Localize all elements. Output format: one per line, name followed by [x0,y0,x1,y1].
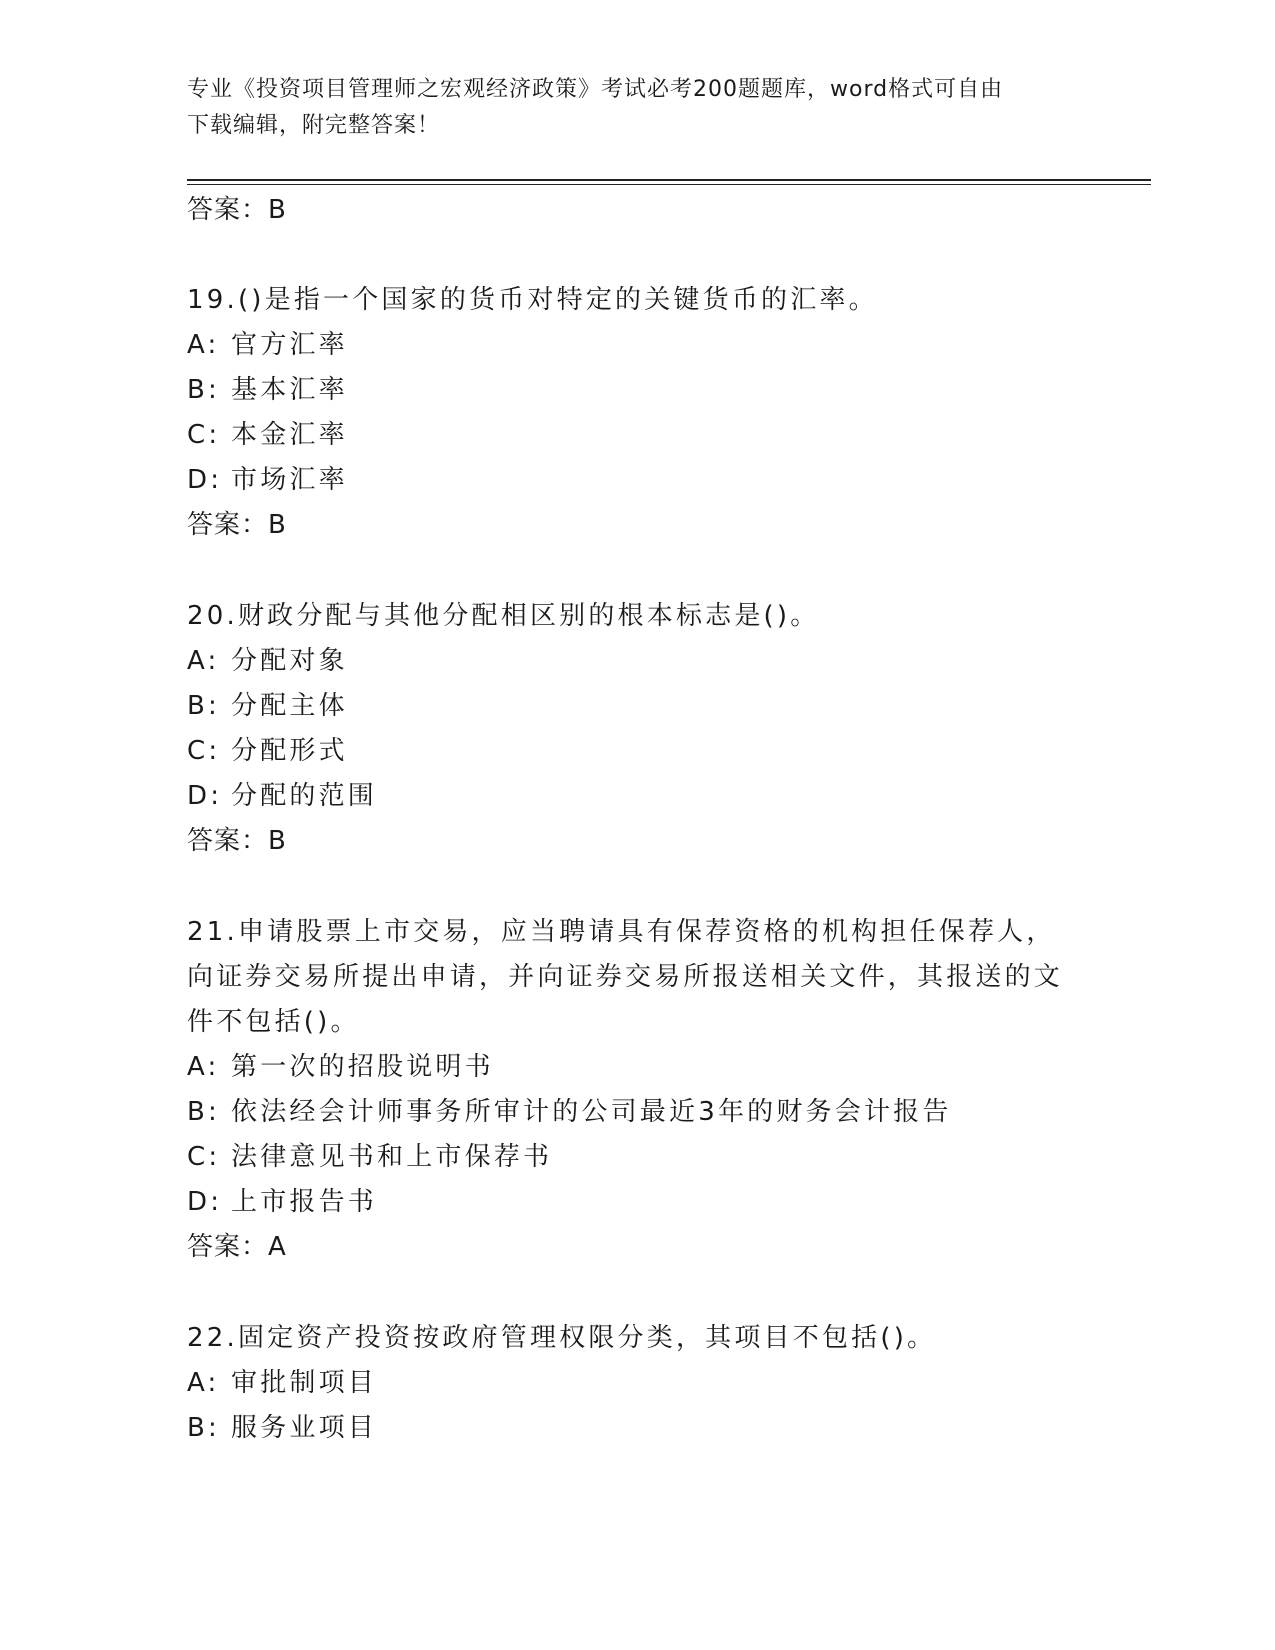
option-text: 审批制项目 [231,1368,378,1398]
option-d [187,774,1077,819]
option-text: 分配形式 [231,736,348,766]
question-stem: 20.财政分配与其他分配相区别的根本标志是()。 [187,601,820,631]
option-a [187,323,1077,368]
option-text: 服务业项目 [231,1413,378,1443]
question-answer: 答案：B [187,826,287,856]
question-19 [187,278,1077,548]
question-answer: 答案：B [187,510,287,540]
option-text: 法律意见书和上市保荐书 [231,1142,553,1172]
option-key: C: [187,736,221,766]
option-key: B: [187,691,220,721]
option-key: D: [187,465,223,495]
option-text: 市场汇率 [231,465,348,495]
option-a [187,1045,1077,1090]
question-22 [187,1316,1077,1451]
document-header [187,72,1067,144]
question-stem: 21.申请股票上市交易，应当聘请具有保荐资格的机构担任保荐人，向证券交易所提出申请，并向证券交易所报送相关文件，其报送的文件不包括()。 [187,917,1064,1037]
option-b [187,368,1077,413]
option-b [187,1406,1077,1451]
option-key: C: [187,420,221,450]
option-key: A: [187,646,220,676]
option-a [187,639,1077,684]
option-key: C: [187,1142,221,1172]
option-text: 官方汇率 [231,330,348,360]
option-text: 本金汇率 [231,420,348,450]
question-stem: 19.()是指一个国家的货币对特定的关键货币的汇率。 [187,285,878,315]
question-stem: 22.固定资产投资按政府管理权限分类，其项目不包括()。 [187,1323,937,1353]
option-b [187,684,1077,729]
option-key: B: [187,1097,220,1127]
option-text: 上市报告书 [231,1187,378,1217]
header-line-2: 下载编辑，附完整答案！ [187,113,441,138]
option-text: 依法经会计师事务所审计的公司最近3年的财务会计报告 [231,1097,952,1127]
option-c [187,1135,1077,1180]
option-c [187,729,1077,774]
option-key: D: [187,781,223,811]
option-a [187,1361,1077,1406]
header-divider-thin [187,184,1151,185]
option-key: B: [187,375,220,405]
question-answer: 答案：A [187,1232,287,1262]
option-d [187,1180,1077,1225]
option-c [187,413,1077,458]
option-key: A: [187,330,220,360]
option-text: 分配对象 [231,646,348,676]
header-line-1: 专业《投资项目管理师之宏观经济政策》考试必考200题题库，word格式可自由 [187,77,1004,102]
header-divider-thick [187,179,1151,181]
option-b [187,1090,1077,1135]
previous-answer: 答案：B [187,195,287,225]
option-key: A: [187,1052,220,1082]
option-key: D: [187,1187,223,1217]
option-key: A: [187,1368,220,1398]
option-text: 第一次的招股说明书 [231,1052,494,1082]
option-key: B: [187,1413,220,1443]
option-text: 基本汇率 [231,375,348,405]
question-21 [187,910,1077,1270]
option-text: 分配的范围 [231,781,378,811]
option-d [187,458,1077,503]
option-text: 分配主体 [231,691,348,721]
question-20 [187,594,1077,864]
